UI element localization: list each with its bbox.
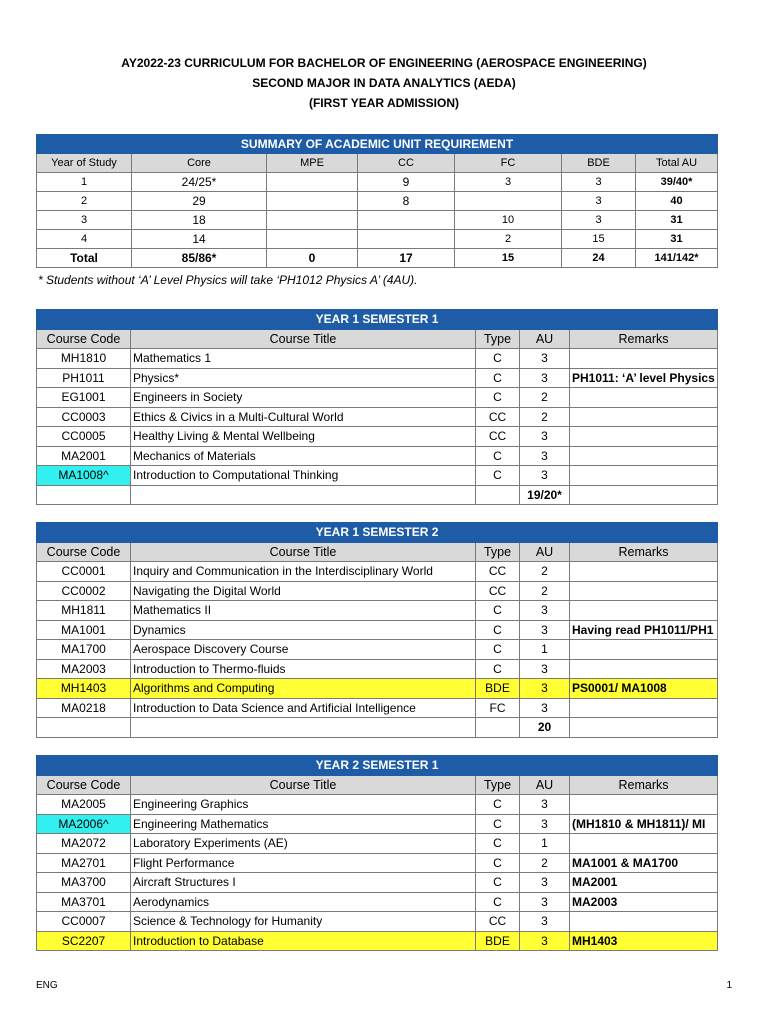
course-type: C bbox=[476, 388, 520, 408]
course-row bbox=[37, 795, 718, 815]
course-row bbox=[37, 640, 718, 660]
summary-col-total: Total AU bbox=[636, 154, 718, 173]
course-code: MA2001 bbox=[37, 446, 131, 466]
course-remarks: PH1011: ‘A’ level Physics bbox=[570, 368, 718, 388]
course-au: 3 bbox=[520, 814, 570, 834]
summary-cell: 4 bbox=[37, 230, 132, 249]
course-row bbox=[37, 620, 718, 640]
course-title: Introduction to Computational Thinking bbox=[131, 466, 476, 486]
course-title: Aerospace Discovery Course bbox=[131, 640, 476, 660]
course-type: BDE bbox=[476, 931, 520, 951]
summary-footnote: * Students without ‘A’ Level Physics will take ‘PH1012 Physics A’ (4AU). bbox=[38, 273, 418, 287]
course-code: MA2006^ bbox=[37, 814, 131, 834]
course-au: 3 bbox=[520, 912, 570, 932]
course-au: 3 bbox=[520, 601, 570, 621]
course-au: 2 bbox=[520, 388, 570, 408]
col-type: Type bbox=[476, 329, 520, 349]
summary-row bbox=[37, 173, 718, 192]
summary-cell: 24 bbox=[562, 249, 636, 268]
summary-cell: 14 bbox=[132, 230, 267, 249]
summary-col-year: Year of Study bbox=[37, 154, 132, 173]
course-title: Physics* bbox=[131, 368, 476, 388]
course-header-row bbox=[37, 775, 718, 795]
course-title: Ethics & Civics in a Multi-Cultural World bbox=[131, 407, 476, 427]
course-title: Healthy Living & Mental Wellbeing bbox=[131, 427, 476, 447]
course-title: Flight Performance bbox=[131, 853, 476, 873]
course-remarks bbox=[570, 427, 718, 447]
course-au: 3 bbox=[520, 659, 570, 679]
course-code: MA0218 bbox=[37, 698, 131, 718]
course-row bbox=[37, 698, 718, 718]
course-row bbox=[37, 466, 718, 486]
course-code: MA2072 bbox=[37, 834, 131, 854]
course-code: MA3700 bbox=[37, 873, 131, 893]
course-type: BDE bbox=[476, 679, 520, 699]
course-remarks bbox=[570, 562, 718, 582]
summary-cell: 9 bbox=[358, 173, 455, 192]
course-header-row bbox=[37, 542, 718, 562]
summary-title: SUMMARY OF ACADEMIC UNIT REQUIREMENT bbox=[37, 135, 718, 154]
col-remarks: Remarks bbox=[570, 329, 718, 349]
course-code: CC0001 bbox=[37, 562, 131, 582]
col-course-title: Course Title bbox=[131, 542, 476, 562]
course-row-highlighted bbox=[37, 679, 718, 699]
course-row-highlighted bbox=[37, 931, 718, 951]
course-code: CC0003 bbox=[37, 407, 131, 427]
course-row bbox=[37, 601, 718, 621]
course-type: C bbox=[476, 814, 520, 834]
course-remarks bbox=[570, 581, 718, 601]
course-title: Algorithms and Computing bbox=[131, 679, 476, 699]
course-title: Introduction to Thermo-fluids bbox=[131, 659, 476, 679]
course-row bbox=[37, 873, 718, 893]
course-remarks bbox=[570, 795, 718, 815]
course-type: CC bbox=[476, 427, 520, 447]
course-title bbox=[131, 718, 476, 738]
course-row bbox=[37, 388, 718, 408]
course-type: FC bbox=[476, 698, 520, 718]
summary-cell: 2 bbox=[37, 192, 132, 211]
course-remarks bbox=[570, 640, 718, 660]
summary-cell: 15 bbox=[455, 249, 562, 268]
course-title: Aerodynamics bbox=[131, 892, 476, 912]
summary-cell: 2 bbox=[455, 230, 562, 249]
summary-cell: 10 bbox=[455, 211, 562, 230]
course-code: CC0005 bbox=[37, 427, 131, 447]
col-au: AU bbox=[520, 329, 570, 349]
course-type: CC bbox=[476, 581, 520, 601]
summary-cell bbox=[358, 211, 455, 230]
summary-cell: 3 bbox=[562, 192, 636, 211]
course-au: 3 bbox=[520, 698, 570, 718]
course-code: CC0007 bbox=[37, 912, 131, 932]
course-au: 3 bbox=[520, 679, 570, 699]
course-code bbox=[37, 485, 131, 505]
course-row bbox=[37, 427, 718, 447]
course-au: 3 bbox=[520, 427, 570, 447]
course-title: Navigating the Digital World bbox=[131, 581, 476, 601]
course-title: Mathematics II bbox=[131, 601, 476, 621]
course-code: MA2701 bbox=[37, 853, 131, 873]
summary-cell bbox=[455, 192, 562, 211]
course-row bbox=[37, 834, 718, 854]
course-row bbox=[37, 407, 718, 427]
course-code: MA2005 bbox=[37, 795, 131, 815]
summary-col-fc: FC bbox=[455, 154, 562, 173]
section-title: YEAR 1 SEMESTER 2 bbox=[37, 523, 718, 543]
course-au: 2 bbox=[520, 853, 570, 873]
course-type: C bbox=[476, 834, 520, 854]
course-type: C bbox=[476, 620, 520, 640]
page-number: 1 bbox=[726, 980, 732, 991]
col-au: AU bbox=[520, 542, 570, 562]
summary-cell: 18 bbox=[132, 211, 267, 230]
course-row bbox=[37, 814, 718, 834]
course-au: 1 bbox=[520, 640, 570, 660]
course-type: C bbox=[476, 853, 520, 873]
summary-cell: 8 bbox=[358, 192, 455, 211]
section-title: YEAR 1 SEMESTER 1 bbox=[37, 310, 718, 330]
summary-table bbox=[36, 134, 718, 268]
summary-cell: 31 bbox=[636, 230, 718, 249]
course-code: CC0002 bbox=[37, 581, 131, 601]
semester-total-au: 20 bbox=[520, 718, 570, 738]
course-type: C bbox=[476, 601, 520, 621]
col-course-title: Course Title bbox=[131, 329, 476, 349]
course-code: MA2003 bbox=[37, 659, 131, 679]
summary-cell: 141/142* bbox=[636, 249, 718, 268]
course-remarks: MA2003 bbox=[570, 892, 718, 912]
course-code bbox=[37, 718, 131, 738]
course-code: PH1011 bbox=[37, 368, 131, 388]
course-title: Engineers in Society bbox=[131, 388, 476, 408]
course-title: Mechanics of Materials bbox=[131, 446, 476, 466]
summary-cell: 3 bbox=[562, 173, 636, 192]
course-type: CC bbox=[476, 407, 520, 427]
year1-sem2-table bbox=[36, 522, 718, 738]
course-code: MH1811 bbox=[37, 601, 131, 621]
col-course-code: Course Code bbox=[37, 542, 131, 562]
course-code: SC2207 bbox=[37, 931, 131, 951]
course-remarks bbox=[570, 698, 718, 718]
year2-sem1-table bbox=[36, 755, 718, 951]
summary-cell: 39/40* bbox=[636, 173, 718, 192]
summary-cell bbox=[267, 173, 358, 192]
summary-cell: 40 bbox=[636, 192, 718, 211]
course-au: 2 bbox=[520, 581, 570, 601]
summary-cell: 3 bbox=[455, 173, 562, 192]
summary-cell: Total bbox=[37, 249, 132, 268]
course-remarks: Having read PH1011/PH1 bbox=[570, 620, 718, 640]
col-course-title: Course Title bbox=[131, 775, 476, 795]
section-title: YEAR 2 SEMESTER 1 bbox=[37, 756, 718, 776]
summary-row bbox=[37, 230, 718, 249]
course-remarks: PS0001/ MA1008 bbox=[570, 679, 718, 699]
course-title: Engineering Graphics bbox=[131, 795, 476, 815]
summary-cell: 31 bbox=[636, 211, 718, 230]
summary-col-mpe: MPE bbox=[267, 154, 358, 173]
semester-total-row bbox=[37, 718, 718, 738]
course-title: Science & Technology for Humanity bbox=[131, 912, 476, 932]
course-type: C bbox=[476, 466, 520, 486]
course-remarks: (MH1810 & MH1811)/ MI bbox=[570, 814, 718, 834]
footer-left: ENG bbox=[36, 980, 58, 991]
course-row bbox=[37, 853, 718, 873]
summary-row bbox=[37, 211, 718, 230]
summary-cell bbox=[267, 230, 358, 249]
course-remarks bbox=[570, 485, 718, 505]
course-type: C bbox=[476, 892, 520, 912]
course-row bbox=[37, 659, 718, 679]
col-type: Type bbox=[476, 542, 520, 562]
summary-cell: 29 bbox=[132, 192, 267, 211]
course-remarks bbox=[570, 659, 718, 679]
summary-col-core: Core bbox=[132, 154, 267, 173]
summary-col-cc: CC bbox=[358, 154, 455, 173]
course-row bbox=[37, 912, 718, 932]
summary-cell: 0 bbox=[267, 249, 358, 268]
summary-total-row bbox=[37, 249, 718, 268]
course-row bbox=[37, 581, 718, 601]
course-au: 3 bbox=[520, 466, 570, 486]
course-row bbox=[37, 562, 718, 582]
col-type: Type bbox=[476, 775, 520, 795]
course-remarks: MA2001 bbox=[570, 873, 718, 893]
summary-cell bbox=[267, 192, 358, 211]
course-row bbox=[37, 368, 718, 388]
course-au: 3 bbox=[520, 931, 570, 951]
course-code: MA3701 bbox=[37, 892, 131, 912]
course-title: Introduction to Database bbox=[131, 931, 476, 951]
course-title: Aircraft Structures I bbox=[131, 873, 476, 893]
course-row bbox=[37, 446, 718, 466]
summary-row bbox=[37, 192, 718, 211]
course-type: C bbox=[476, 873, 520, 893]
course-remarks bbox=[570, 349, 718, 369]
course-code: MH1810 bbox=[37, 349, 131, 369]
course-row bbox=[37, 892, 718, 912]
summary-cell: 17 bbox=[358, 249, 455, 268]
course-title: Engineering Mathematics bbox=[131, 814, 476, 834]
summary-cell: 24/25* bbox=[132, 173, 267, 192]
col-remarks: Remarks bbox=[570, 775, 718, 795]
course-au: 2 bbox=[520, 562, 570, 582]
doc-title-line3: (FIRST YEAR ADMISSION) bbox=[308, 96, 459, 110]
course-type: C bbox=[476, 659, 520, 679]
summary-cell bbox=[358, 230, 455, 249]
course-remarks bbox=[570, 446, 718, 466]
course-code: MA1700 bbox=[37, 640, 131, 660]
doc-title-line1: AY2022-23 CURRICULUM FOR BACHELOR OF ENGINEERING (AEROSPACE ENGINEERING) bbox=[121, 56, 647, 70]
course-title: Introduction to Data Science and Artificial Intelligence bbox=[131, 698, 476, 718]
course-title: Mathematics 1 bbox=[131, 349, 476, 369]
course-code: MA1008^ bbox=[37, 466, 131, 486]
course-title: Dynamics bbox=[131, 620, 476, 640]
course-au: 3 bbox=[520, 446, 570, 466]
course-au: 3 bbox=[520, 620, 570, 640]
course-title bbox=[131, 485, 476, 505]
course-remarks bbox=[570, 718, 718, 738]
course-type: C bbox=[476, 349, 520, 369]
summary-cell: 3 bbox=[562, 211, 636, 230]
summary-header-row bbox=[37, 154, 718, 173]
course-remarks bbox=[570, 466, 718, 486]
course-remarks: MH1403 bbox=[570, 931, 718, 951]
course-remarks bbox=[570, 407, 718, 427]
course-type: C bbox=[476, 446, 520, 466]
year1-sem1-table bbox=[36, 309, 718, 505]
course-type bbox=[476, 718, 520, 738]
course-type: CC bbox=[476, 912, 520, 932]
col-course-code: Course Code bbox=[37, 775, 131, 795]
summary-cell: 15 bbox=[562, 230, 636, 249]
course-title: Inquiry and Communication in the Interdisciplinary World bbox=[131, 562, 476, 582]
course-header-row bbox=[37, 329, 718, 349]
summary-cell: 3 bbox=[37, 211, 132, 230]
course-remarks bbox=[570, 834, 718, 854]
summary-cell bbox=[267, 211, 358, 230]
summary-cell: 85/86* bbox=[132, 249, 267, 268]
col-course-code: Course Code bbox=[37, 329, 131, 349]
course-type: C bbox=[476, 640, 520, 660]
course-au: 3 bbox=[520, 873, 570, 893]
course-remarks bbox=[570, 912, 718, 932]
col-remarks: Remarks bbox=[570, 542, 718, 562]
semester-total-row bbox=[37, 485, 718, 505]
course-row bbox=[37, 349, 718, 369]
col-au: AU bbox=[520, 775, 570, 795]
course-title: Laboratory Experiments (AE) bbox=[131, 834, 476, 854]
course-au: 3 bbox=[520, 368, 570, 388]
course-code: EG1001 bbox=[37, 388, 131, 408]
doc-title-line2: SECOND MAJOR IN DATA ANALYTICS (AEDA) bbox=[252, 76, 516, 90]
course-au: 2 bbox=[520, 407, 570, 427]
course-type: CC bbox=[476, 562, 520, 582]
course-code: MA1001 bbox=[37, 620, 131, 640]
course-type bbox=[476, 485, 520, 505]
semester-total-au: 19/20* bbox=[520, 485, 570, 505]
course-au: 3 bbox=[520, 892, 570, 912]
course-code: MH1403 bbox=[37, 679, 131, 699]
course-type: C bbox=[476, 795, 520, 815]
course-remarks: MA1001 & MA1700 bbox=[570, 853, 718, 873]
summary-col-bde: BDE bbox=[562, 154, 636, 173]
course-au: 1 bbox=[520, 834, 570, 854]
course-au: 3 bbox=[520, 349, 570, 369]
summary-cell: 1 bbox=[37, 173, 132, 192]
course-type: C bbox=[476, 368, 520, 388]
course-remarks bbox=[570, 601, 718, 621]
course-remarks bbox=[570, 388, 718, 408]
course-au: 3 bbox=[520, 795, 570, 815]
